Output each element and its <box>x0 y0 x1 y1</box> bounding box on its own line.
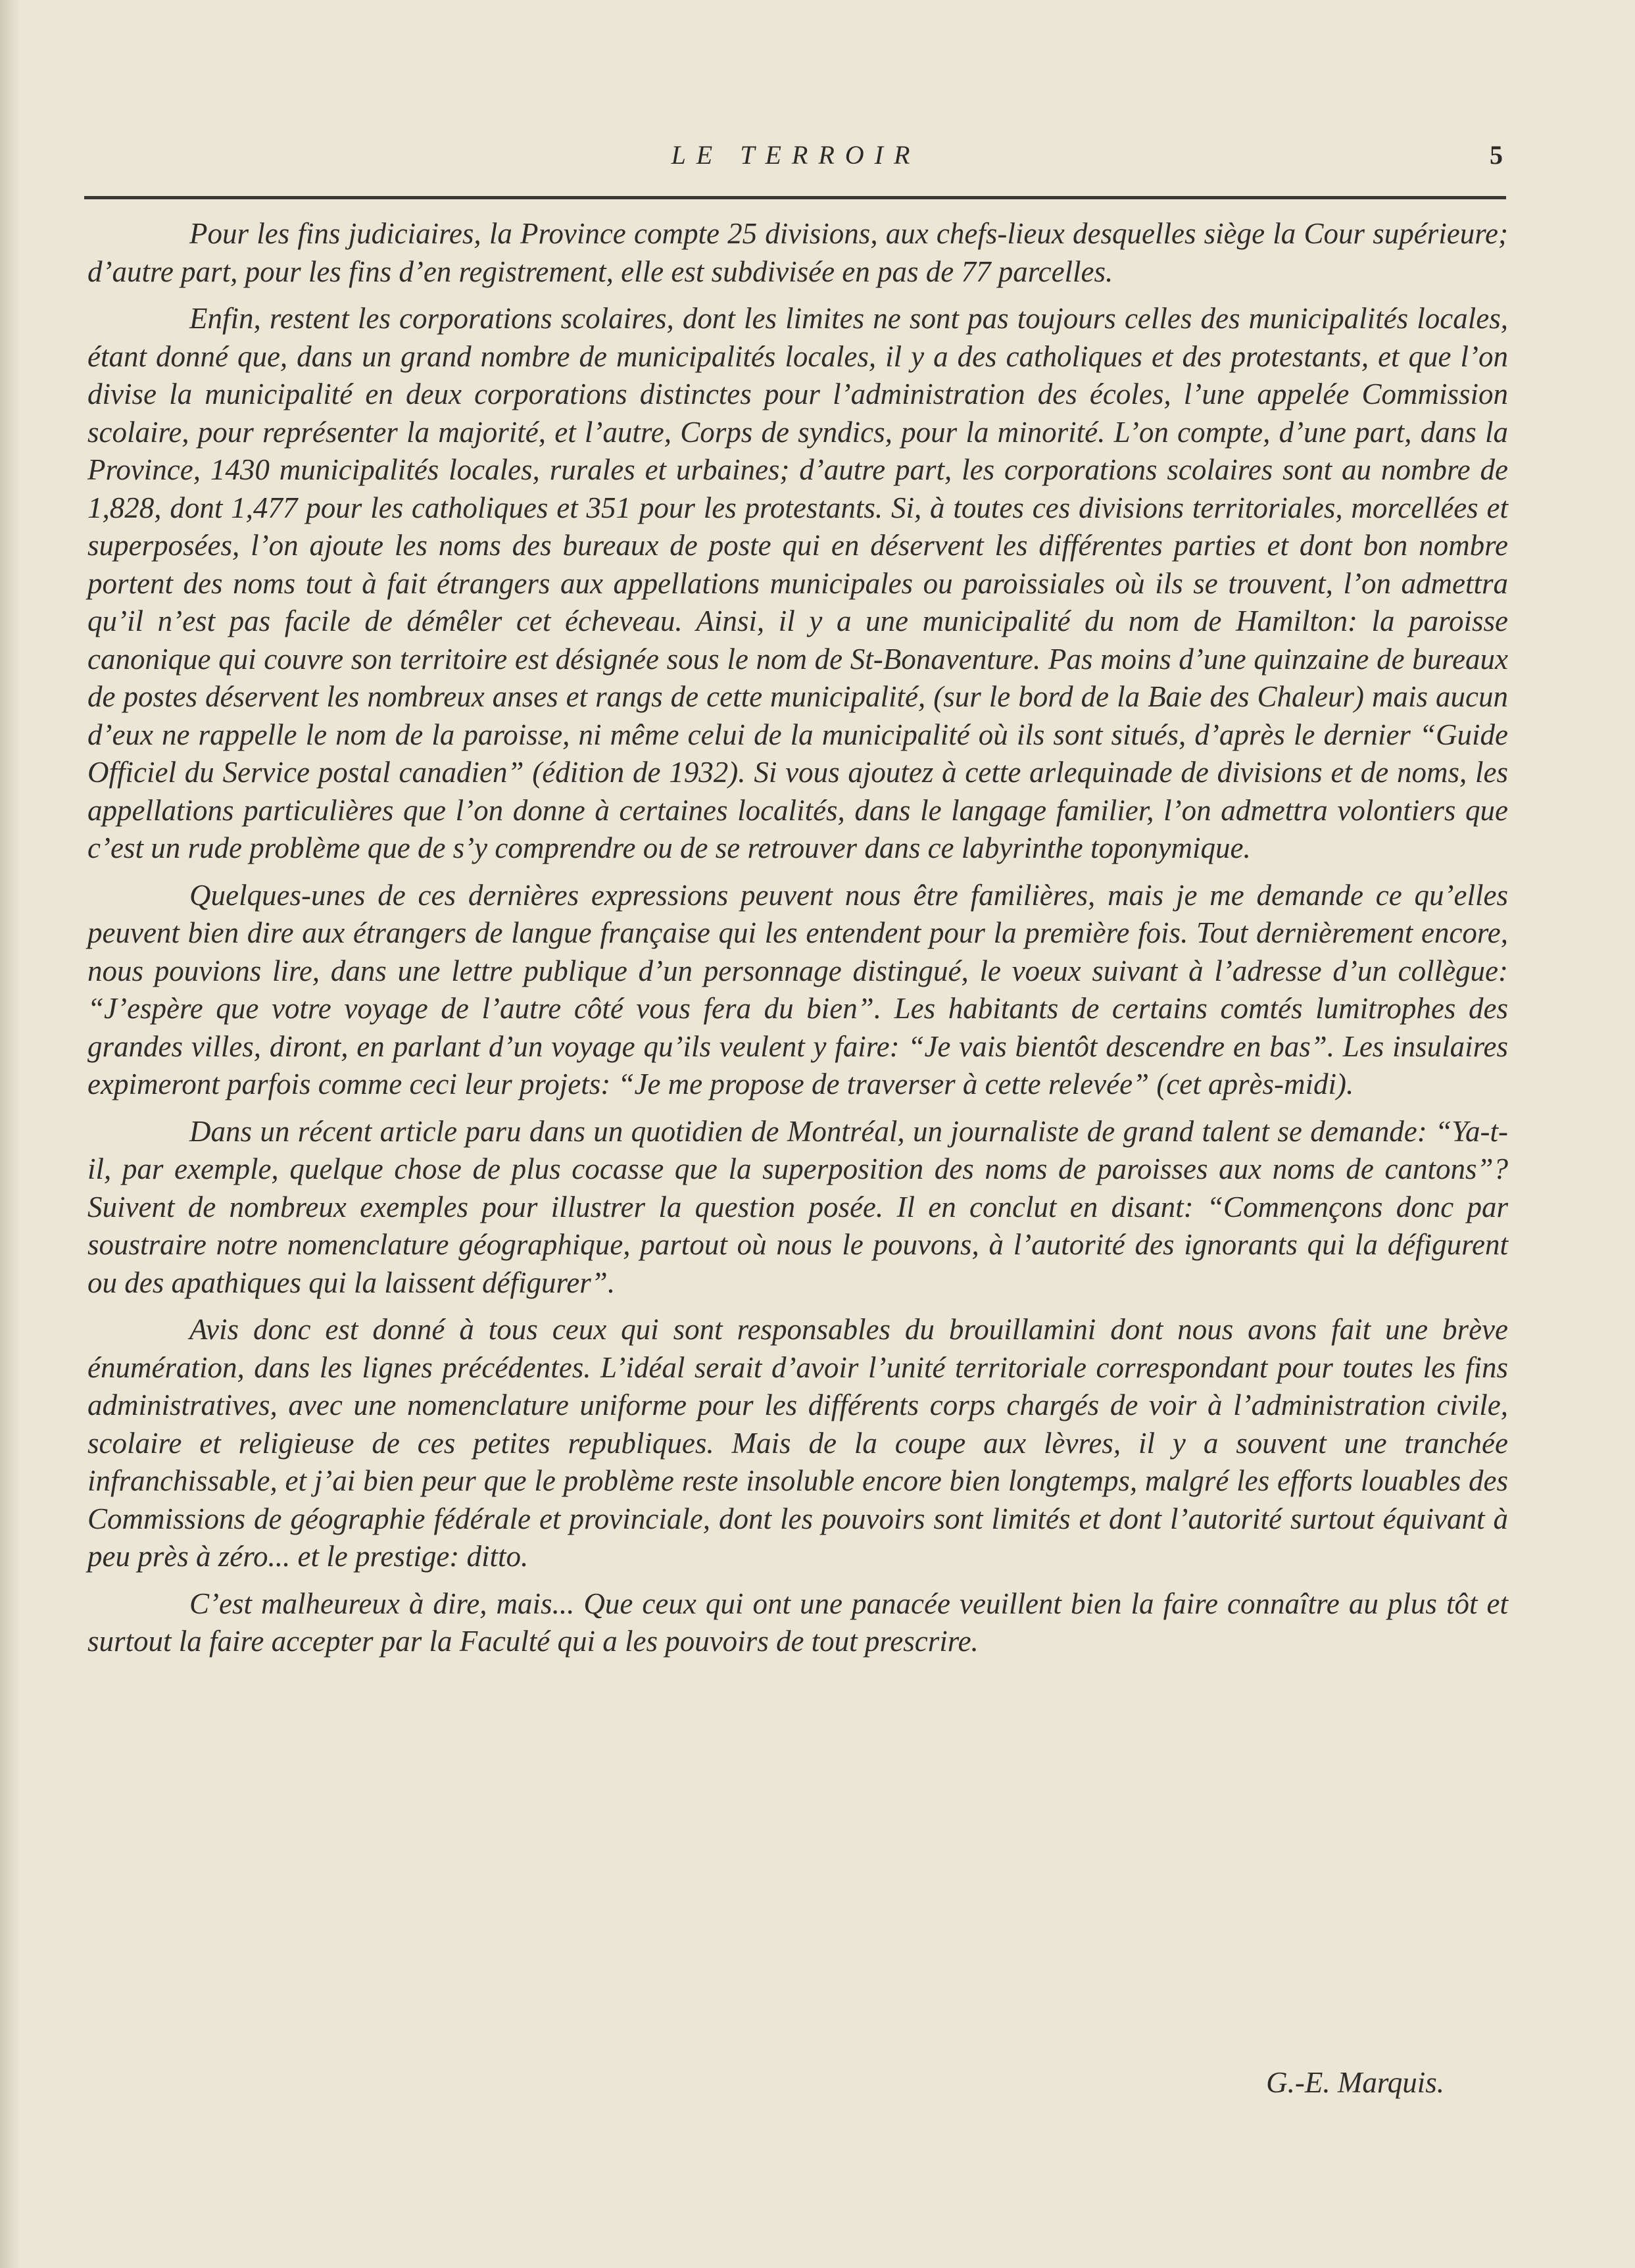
paragraph: C’est malheureux à dire, mais... Que ceux qui ont une panacée veuillent bien la faire connaître au plus tôt et surtout la faire accepter par la Faculté qui a les pouvoirs de tout prescrire. <box>87 1587 1508 1658</box>
page-number: 5 <box>1490 140 1503 170</box>
paragraph: Pour les fins judiciaires, la Province compte 25 divisions, aux chefs-lieux desquelles siège la Cour supérieure; d’autre part, pour les fins d’en registrement, elle est subdivisée en pas de 77 parcelles. <box>87 217 1508 288</box>
paragraph: Enfin, restent les corporations scolaires, dont les limites ne sont pas toujours celles des municipalités locales, étant donné que, dans un grand nombre de municipalités locales, il y a des catholiques et des protestants, et que l’on divise la municipalité en deux corporations distinctes pour l’administration des écoles, l’une appelée Commission scolaire, pour représenter la majorité, et l’autre, Corps de syndics, pour la minorité. L’on compte, d’une part, dans la Province, 1430 municipalités locales, rurales et urbaines; d’autre part, les corporations scolaires sont au nombre de 1,828, dont 1,477 pour les catholiques et 351 pour les protestants. Si, à toutes ces divisions territoriales, morcellées et superposées, l’on ajoute les noms des bureaux de poste qui en déservent les différentes parties et dont bon nombre portent des noms tout à fait étrangers aux appellations municipales ou paroissiales où ils se trouvent, l’on admettra qu’il n’est pas facile de démêler cet écheveau. Ainsi, il y a une municipalité du nom de Hamilton: la paroisse canonique qui couvre son territoire est désignée sous le nom de St-Bonaventure. Pas moins d’une quinzaine de bureaux de postes déservent les nombreux anses et rangs de cette municipalité, (sur le bord de la Baie des Chaleur) mais aucun d’eux ne rappelle le nom de la paroisse, ni même celui de la municipalité où ils sont situés, d’après le dernier “Guide Officiel du Service postal canadien” (édition de 1932). Si vous ajoutez à cette arlequinade de divisions et de noms, les appellations particulières que l’on donne à certaines localités, dans le langage familier, l’on admettra volontiers que c’est un rude problème que de s’y comprendre ou de se retrouver dans ce labyrinthe toponymique. <box>87 302 1508 864</box>
paragraph: Quelques-unes de ces dernières expressions peuvent nous être familières, mais je me demande ce qu’elles peuvent bien dire aux étrangers de langue française qui les entendent pour la première fois. Tout dernièrement encore, nous pouvions lire, dans une lettre publique d’un personnage distingué, le voeux suivant à l’adresse d’un collègue: “J’espère que votre voyage de l’autre côté vous fera du bien”. Les habitants de certains comtés lumitrophes des grandes villes, diront, en parlant d’un voyage qu’ils veulent y faire: “Je vais bientôt descendre en bas”. Les insulaires expimeront parfois comme ceci leur projets: “Je me propose de traverser à cette relevée” (cet après-midi). <box>87 878 1508 1100</box>
running-title: LE TERROIR <box>671 140 921 170</box>
page-edge-shadow <box>0 0 20 2268</box>
article-body <box>87 215 1508 1670</box>
page-header <box>89 139 1503 185</box>
author-signature: G.-E. Marquis. <box>1266 2066 1444 2099</box>
paragraph: Dans un récent article paru dans un quotidien de Montréal, un journaliste de grand talent se demande: “Ya-t-il, par exemple, quelque chose de plus cocasse que la superposition des noms de paroisses aux noms de cantons”? Suivent de nombreux exemples pour illustrer la question posée. Il en conclut en disant: “Commençons donc par soustraire notre nomenclature géographique, partout où nous le pouvons, à l’autorité des ignorants qui la défigurent ou des apathiques qui la laissent défigurer”. <box>87 1114 1508 1299</box>
header-rule <box>84 196 1506 199</box>
paragraph: Avis donc est donné à tous ceux qui sont responsables du brouillamini dont nous avons fait une brève énumération, dans les lignes précédentes. L’idéal serait d’avoir l’unité territoriale correspondant pour toutes les fins administratives, avec une nomenclature uniforme pour les différents corps chargés de voir à l’administration civile, scolaire et religieuse de ces petites republiques. Mais de la coupe aux lèvres, il y a souvent une tranchée infranchissable, et j’ai bien peur que le problème reste insoluble encore bien longtemps, malgré les efforts louables des Commissions de géographie fédérale et provinciale, dont les pouvoirs sont limités et dont l’autorité surtout équivant à peu près à zéro... et le prestige: ditto. <box>87 1313 1508 1573</box>
